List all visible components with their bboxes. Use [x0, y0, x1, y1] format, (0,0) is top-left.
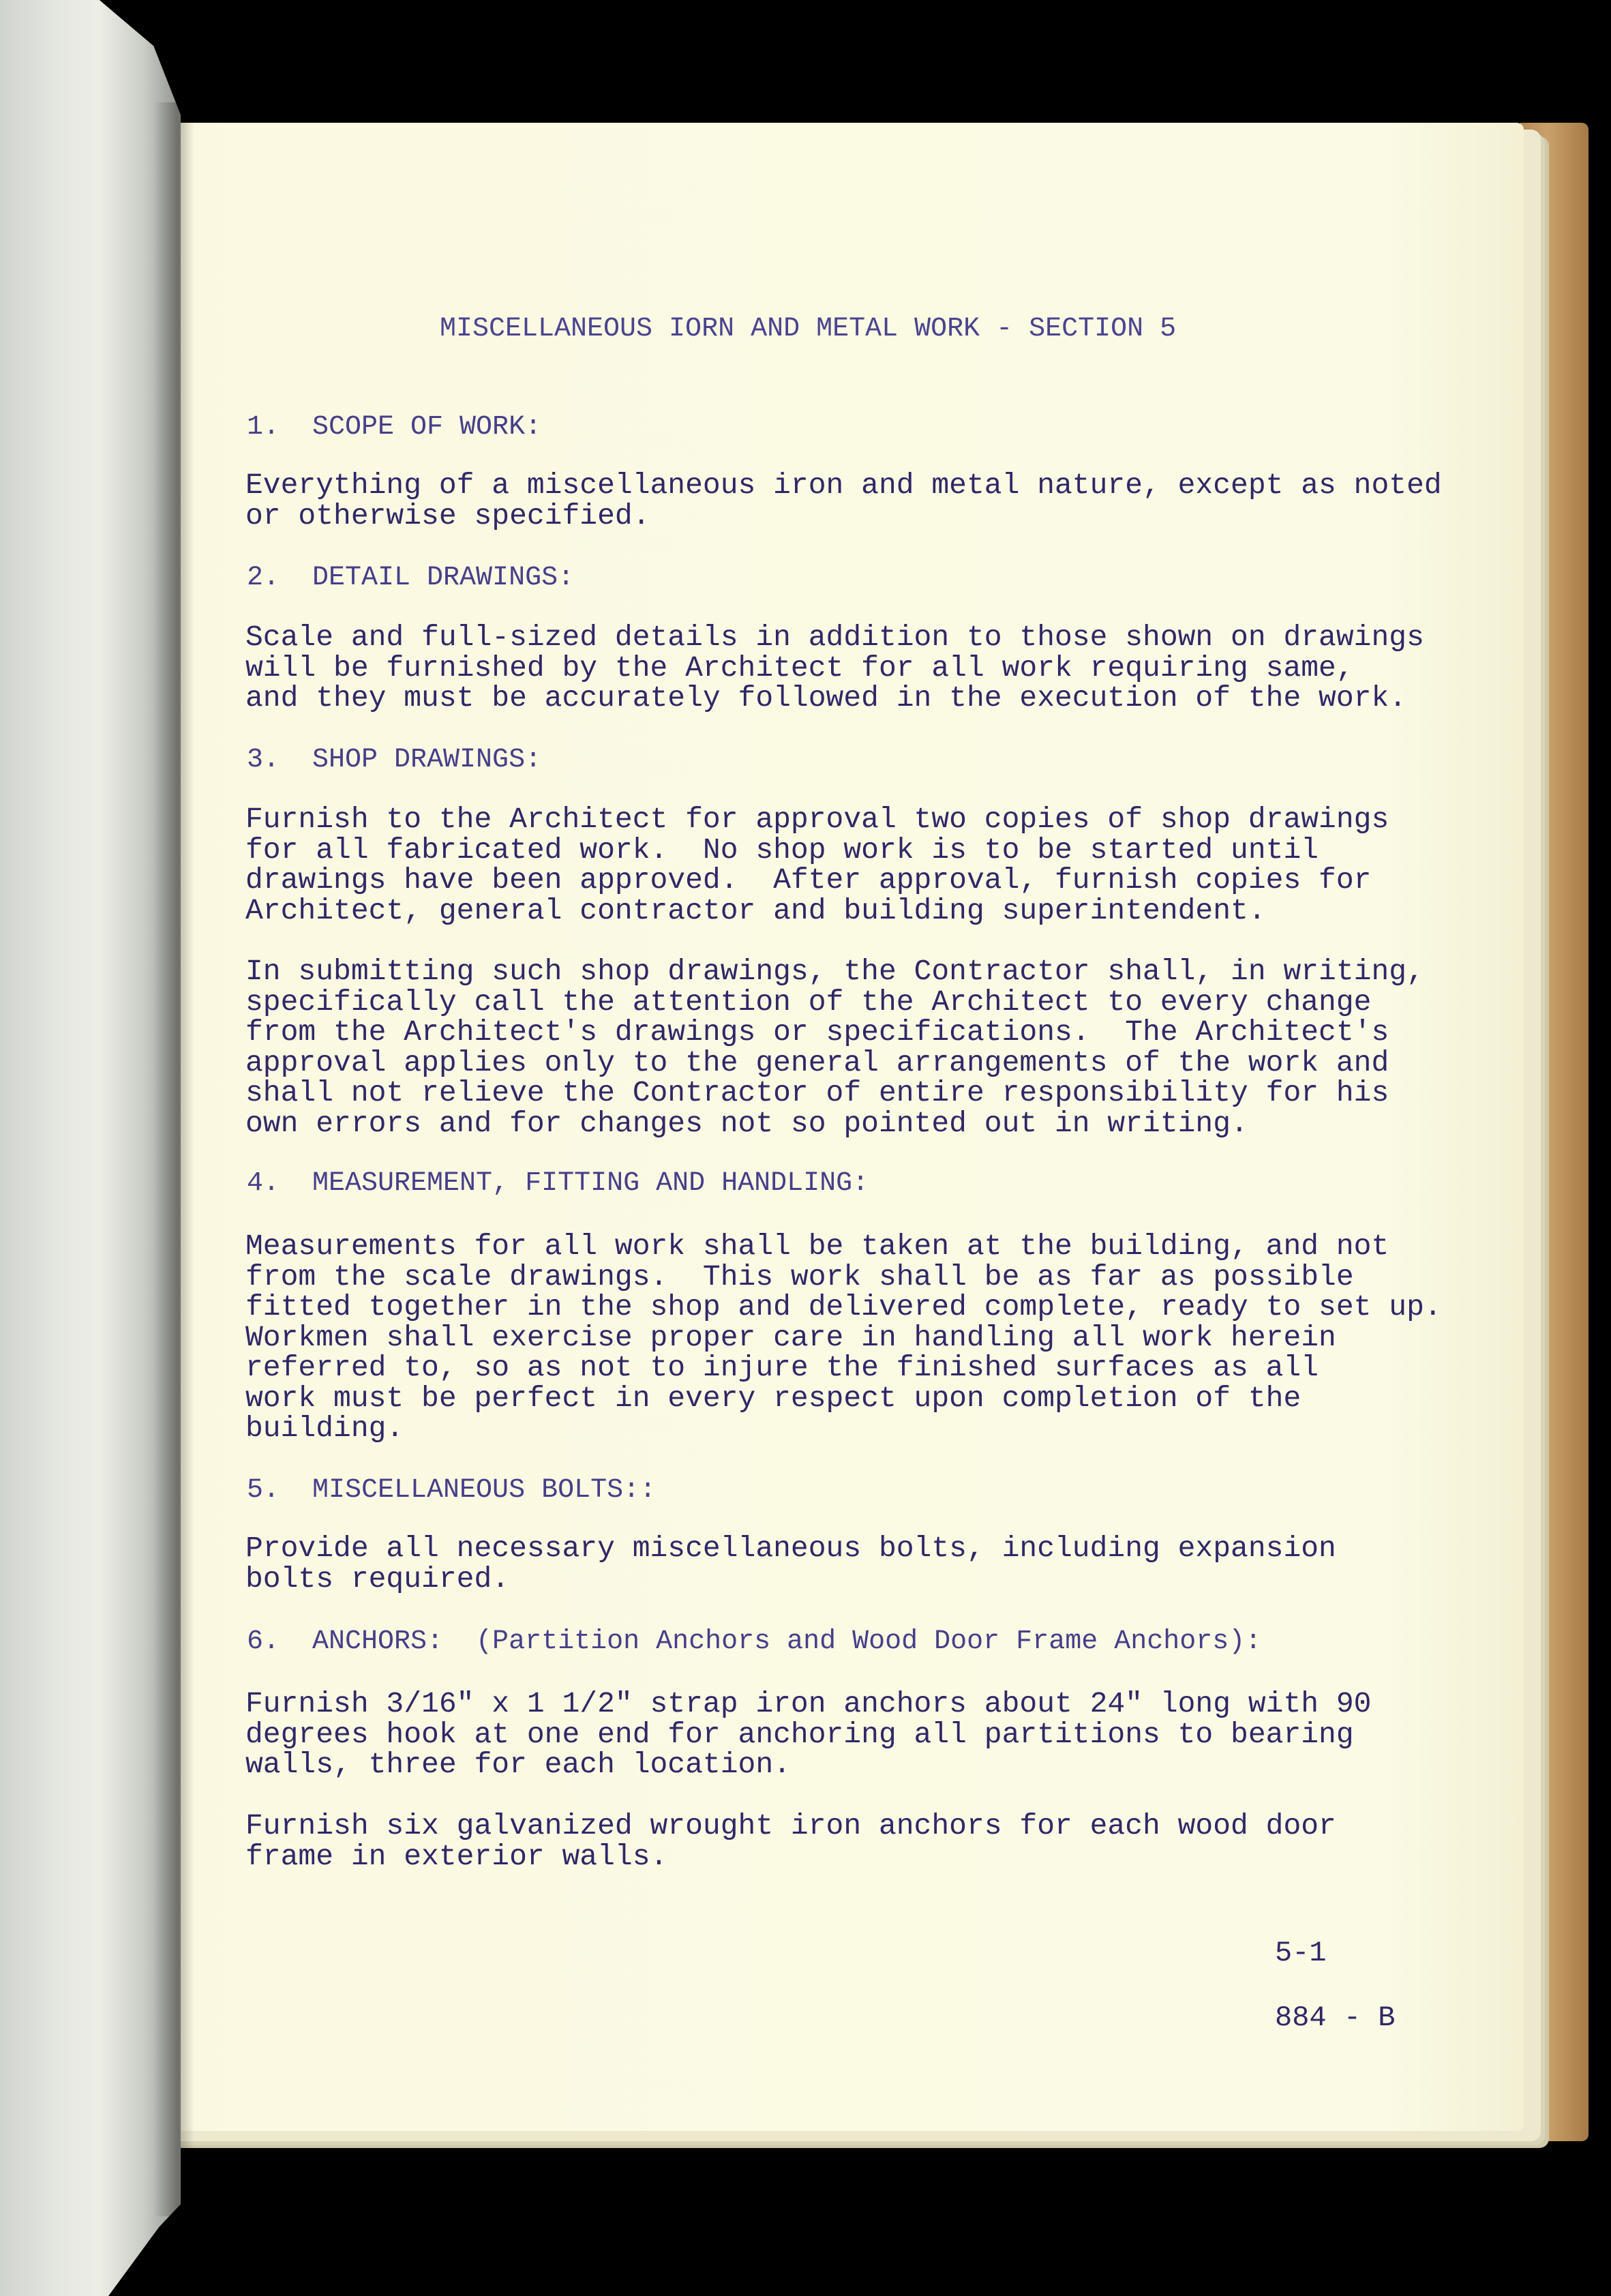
page-number: 5-1 — [1275, 1937, 1327, 1969]
section-2-heading: 2. DETAIL DRAWINGS: — [247, 563, 575, 593]
section-1-heading: 1. SCOPE OF WORK: — [247, 412, 542, 443]
section-3-heading: 3. SHOP DRAWINGS: — [247, 745, 542, 775]
page-title: MISCELLANEOUS IORN AND METAL WORK - SECTION 5 — [440, 314, 1177, 344]
section-1-paragraph-1: Everything of a miscellaneous iron and metal nature, except as noted or otherwise specified. — [245, 468, 1442, 533]
section-4-paragraph-1: Measurements for all work shall be taken at the building, and not from the scale drawings. This work shall be as far as possible fitted together in the shop and delivered complete, ready to set up. Workmen shall exercise proper care in handling all work herein referred to, so as not to injure the finished surfaces as all work must be perfect in every respect upon completion of the building. — [245, 1229, 1442, 1445]
section-6-paragraph-2: Furnish six galvanized wrought iron anchors for each wood door frame in exterior walls. — [245, 1809, 1336, 1873]
section-5-paragraph-1: Provide all necessary miscellaneous bolts, including expansion bolts required. — [245, 1532, 1336, 1596]
section-6-paragraph-1: Furnish 3/16" x 1 1/2" strap iron anchors about 24" long with 90 degrees hook at one end for anchoring all partitions to bearing walls, three for each location. — [245, 1687, 1372, 1781]
section-2-paragraph-1: Scale and full-sized details in addition to those shown on drawings will be furnished by the Architect for all work requiring same, and they must be accurately followed in the execution of the work. — [245, 621, 1424, 715]
section-3-paragraph-2: In submitting such shop drawings, the Contractor shall, in writing, specifically call the attention of the Architect to every change from the Architect's drawings or specifications. The Architect's approval applies only to the general arrangements of the work and shall not relieve the Contractor of entire responsibility for his own errors and for changes not so pointed out in writing. — [245, 955, 1424, 1140]
section-4-heading: 4. MEASUREMENT, FITTING AND HANDLING: — [247, 1168, 869, 1199]
document-code: 884 - B — [1275, 2001, 1396, 2034]
gutter-shadow — [153, 102, 194, 2216]
section-5-heading: 5. MISCELLANEOUS BOLTS:: — [247, 1475, 657, 1506]
section-3-paragraph-1: Furnish to the Architect for approval two copies of shop drawings for all fabricated work. No shop work is to be started until drawings have been approved. After approval, furnish copies for Architect, general contractor and building superintendent. — [245, 803, 1389, 927]
section-6-heading: 6. ANCHORS: (Partition Anchors and Wood Door Frame Anchors): — [247, 1626, 1262, 1657]
